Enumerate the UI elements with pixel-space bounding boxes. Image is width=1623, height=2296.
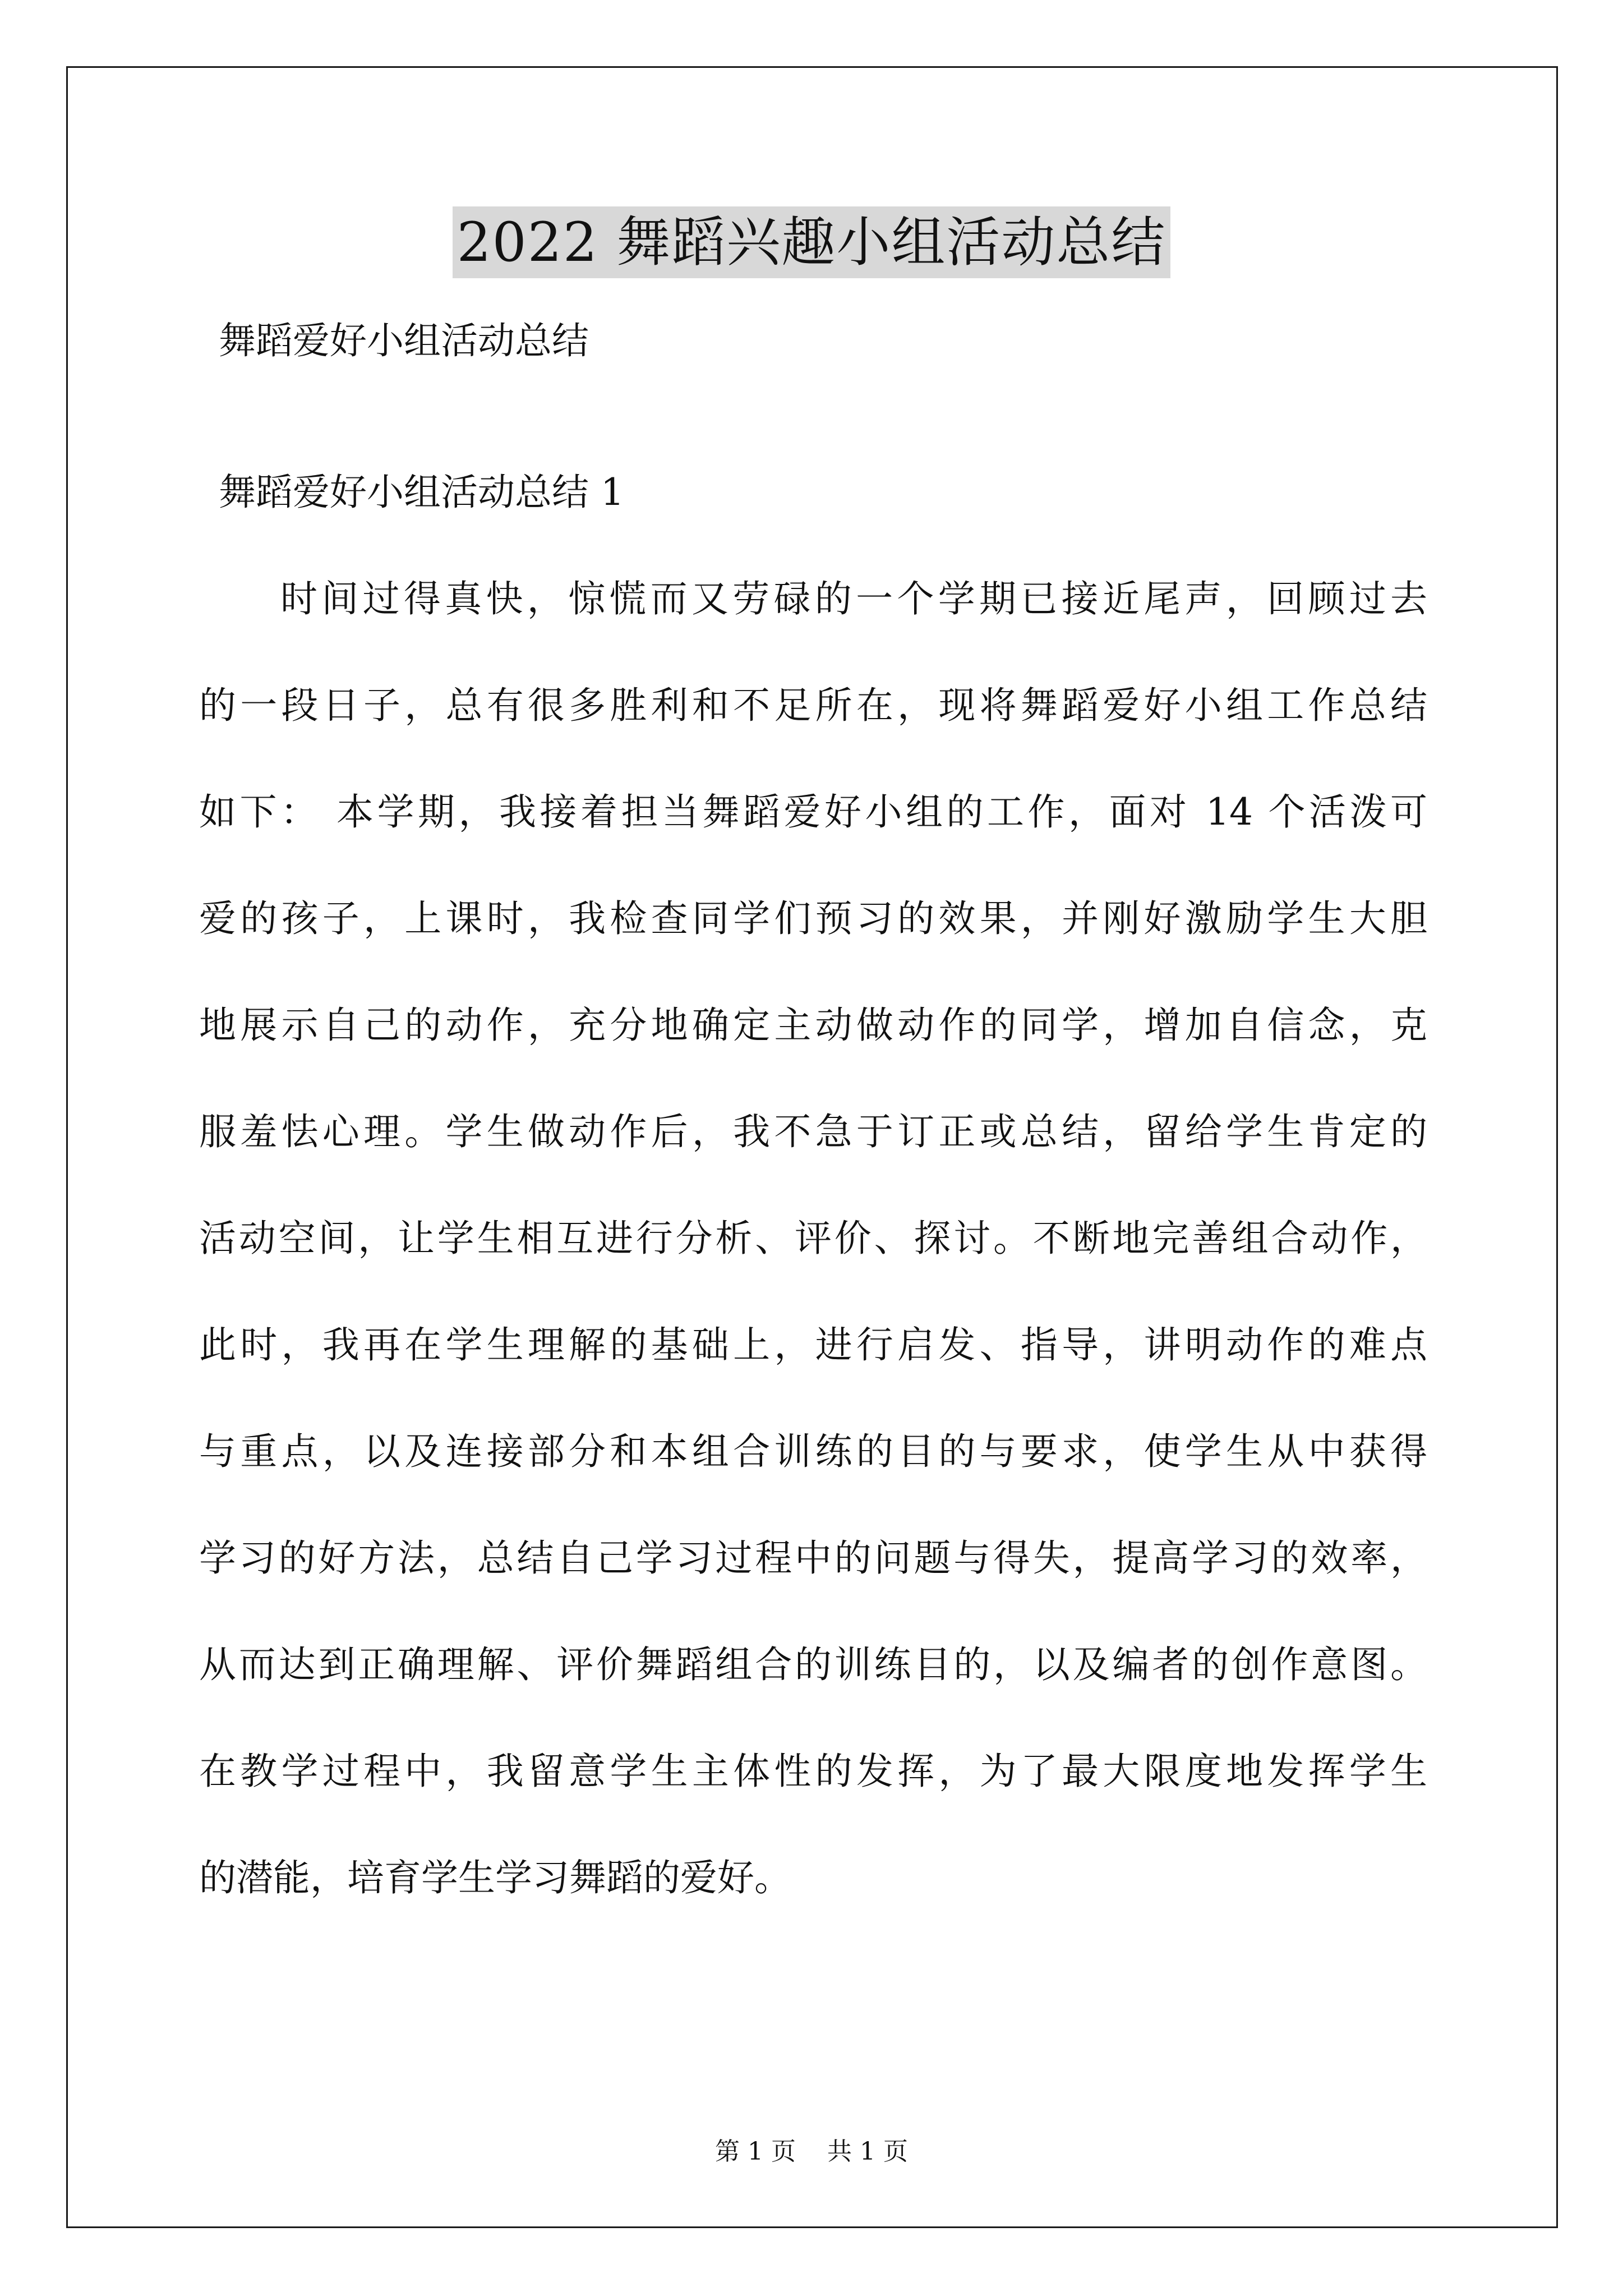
- subheading-2: 舞蹈爱好小组活动总结 1: [219, 471, 624, 514]
- paragraph-line: 地展示自己的动作，充分地确定主动做动作的同学，增加自信念，克: [199, 1004, 1427, 1047]
- page-total: 共 1 页: [827, 2137, 908, 2166]
- paragraph-line: 的潜能，培育学生学习舞蹈的爱好。: [199, 1856, 791, 1899]
- paragraph-line: 在教学过程中，我留意学生主体性的发挥，为了最大限度地发挥学生: [199, 1750, 1427, 1793]
- title-container: [0, 206, 1623, 278]
- paragraph-line: 服羞怯心理。学生做动作后，我不急于订正或总结，留给学生肯定的: [199, 1110, 1427, 1153]
- paragraph-line: 爱的孩子，上课时，我检查同学们预习的效果，并刚好激励学生大胆: [199, 897, 1427, 940]
- paragraph-line: 如下： 本学期，我接着担当舞蹈爱好小组的工作，面对 14 个活泼可: [199, 790, 1427, 834]
- document-title: 2022 舞蹈兴趣小组活动总结: [453, 206, 1171, 278]
- paragraph-line: 的一段日子，总有很多胜利和不足所在，现将舞蹈爱好小组工作总结: [199, 684, 1427, 727]
- page-footer: [0, 2136, 1623, 2168]
- paragraph-line: 与重点，以及连接部分和本组合训练的目的与要求，使学生从中获得: [199, 1430, 1427, 1473]
- paragraph-line: 此时，我再在学生理解的基础上，进行启发、指导，讲明动作的难点: [199, 1323, 1427, 1366]
- paragraph-line: 学习的好方法，总结自己学习过程中的问题与得失，提高学习的效率，: [199, 1536, 1427, 1580]
- paragraph-line: 活动空间，让学生相互进行分析、评价、探讨。不断地完善组合动作，: [199, 1217, 1427, 1260]
- page-number: 第 1 页: [715, 2137, 796, 2166]
- paragraph-line: 从而达到正确理解、评价舞蹈组合的训练目的，以及编者的创作意图。: [199, 1643, 1427, 1686]
- paragraph-line: 时间过得真快，惊慌而又劳碌的一个学期已接近尾声，回顾过去: [280, 577, 1427, 620]
- subheading-1: 舞蹈爱好小组活动总结: [219, 319, 589, 362]
